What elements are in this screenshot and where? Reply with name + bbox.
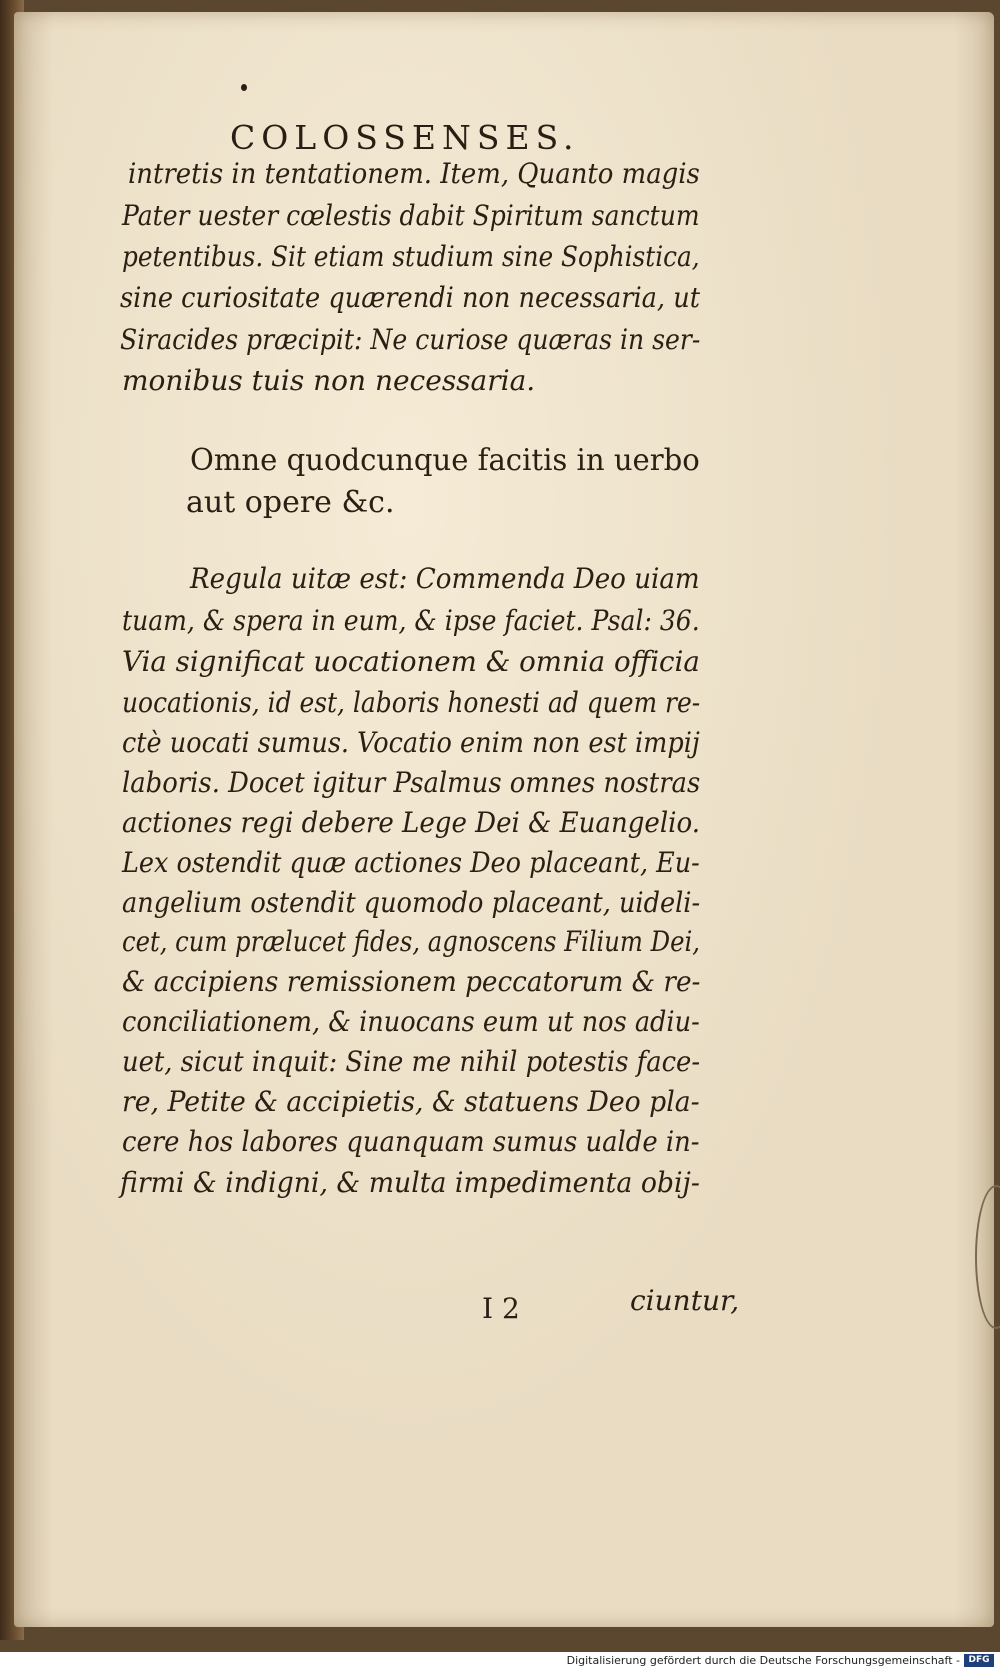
text-line: Via significat uocationem & omnia officia xyxy=(122,645,700,678)
text-line: conciliationem, & inuocans eum ut nos adiu- xyxy=(122,1005,700,1038)
text-line: Regula uitæ est: Commenda Deo uiam xyxy=(190,562,700,595)
text-line: Siracides præcipit: Ne curiose quæras in ser- xyxy=(120,323,701,356)
catchword: ciuntur, xyxy=(630,1284,740,1317)
text-line: uocationis, id est, laboris honesti ad quem re- xyxy=(122,686,701,719)
text-line: ctè uocati sumus. Vocatio enim non est impij xyxy=(122,726,700,759)
text-line: Lex ostendit quæ actiones Deo placeant, Eu- xyxy=(122,846,700,879)
text-line: actiones regi debere Lege Dei & Euangelio. xyxy=(122,806,701,839)
text-line: laboris. Docet igitur Psalmus omnes nostras xyxy=(122,766,701,799)
text-line: cet, cum prælucet fides, agnoscens Filium Dei, xyxy=(122,925,700,958)
text-line: monibus tuis non necessaria. xyxy=(122,364,536,397)
signature-mark: I 2 xyxy=(482,1292,520,1325)
section-heading-line: Omne quodcunque facitis in uerbo xyxy=(190,443,700,478)
footer-credit: Digitalisierung gefördert durch die Deutsche Forschungsgemeinschaft - xyxy=(566,1654,960,1667)
section-heading-line: aut opere &c. xyxy=(186,485,395,520)
text-line: firmi & indigni, & multa impedimenta obij- xyxy=(120,1166,700,1199)
running-head: COLOSSENSES. xyxy=(230,118,580,157)
text-line: petentibus. Sit etiam studium sine Sophistica, xyxy=(122,240,700,273)
text-line: tuam, & spera in eum, & ipse faciet. Psal: 36. xyxy=(122,604,700,637)
text-line: sine curiositate quærendi non necessaria, ut xyxy=(120,281,701,314)
text-line: Pater uester cœlestis dabit Spiritum sanctum xyxy=(122,199,700,232)
text-line: cere hos labores quanquam sumus ualde in- xyxy=(122,1125,700,1158)
text-line: intretis in tentationem. Item, Quanto magis xyxy=(128,157,700,190)
text-line: & accipiens remissionem peccatorum & re- xyxy=(122,965,701,998)
ink-mark xyxy=(241,84,247,91)
text-line: re, Petite & accipietis, & statuens Deo pla- xyxy=(122,1085,700,1118)
dfg-logo: DFG xyxy=(964,1654,994,1667)
text-line: uet, sicut inquit: Sine me nihil potestis face- xyxy=(122,1045,701,1078)
text-line: angelium ostendit quomodo placeant, uideli- xyxy=(122,886,701,919)
